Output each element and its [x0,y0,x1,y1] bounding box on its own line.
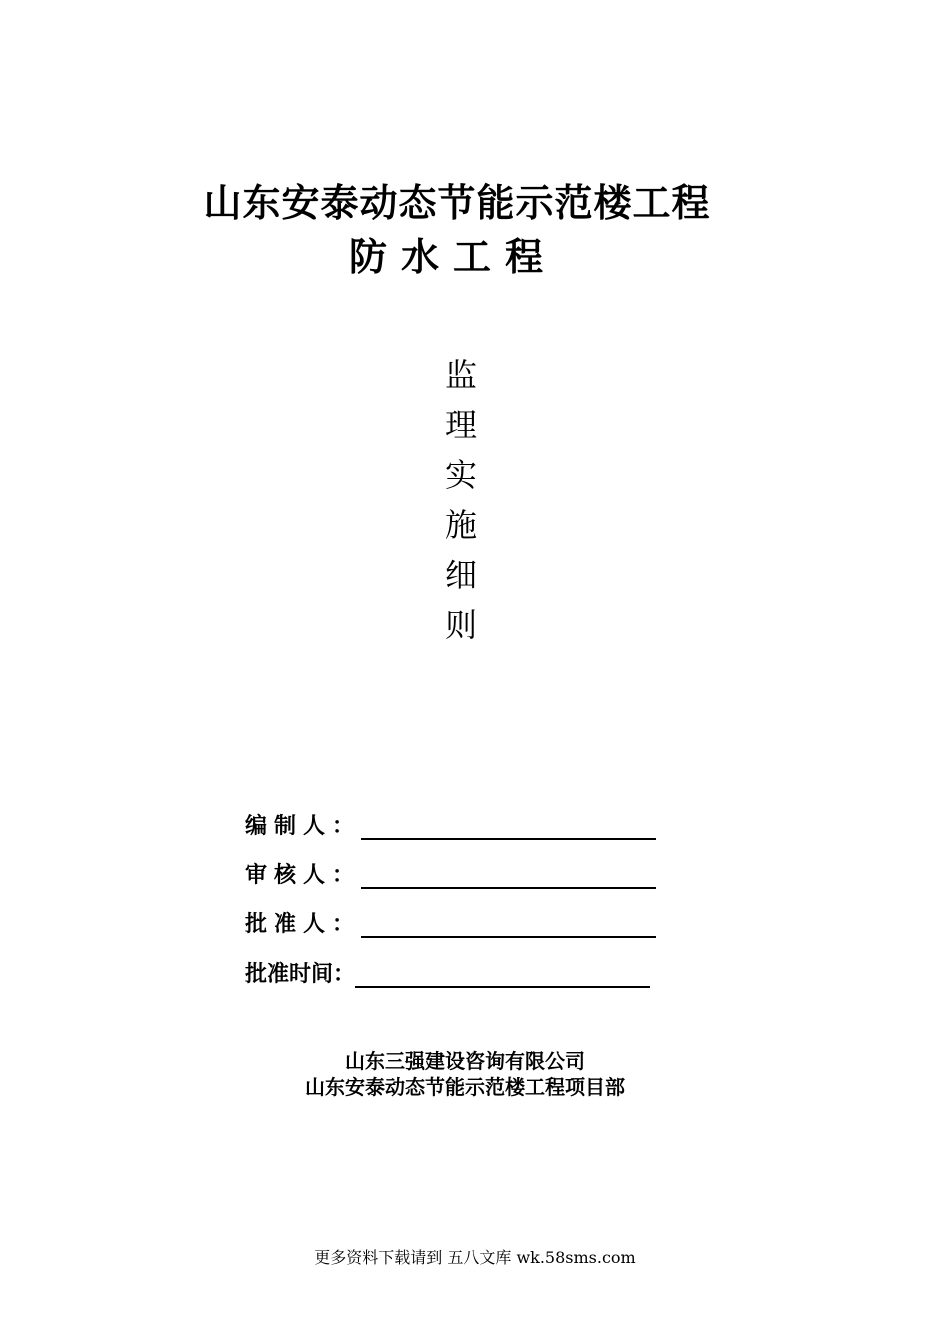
doc-type-char: 实 [444,456,477,494]
cover-title-main: 山东安泰动态节能示范楼工程 [203,181,711,225]
compiler-signature-line [361,812,656,840]
doc-type-char: 监 [444,356,477,394]
cover-title-sub: 防水工程 [348,235,557,279]
approval-time-label: 批准时间： [245,962,356,987]
project-department: 山东安泰动态节能示范楼工程项目部 [305,1075,625,1099]
doc-type-char: 施 [444,506,477,544]
approval-time-row [245,952,650,988]
compiler-label: 编制人： [245,814,362,839]
approval-time-line [355,960,650,988]
document-type-vertical [441,350,481,650]
approver-row [245,902,656,938]
approver-signature-line [361,910,656,938]
reviewer-signature-line [361,861,656,889]
approver-label: 批准人： [245,912,362,937]
doc-type-char: 则 [444,606,477,644]
reviewer-label: 审核人： [245,863,362,888]
doc-type-char: 细 [444,556,477,594]
company-name: 山东三强建设咨询有限公司 [345,1049,585,1073]
footer-download-note: 更多资料下载请到 五八文库 wk.58sms.com [314,1248,636,1267]
reviewer-row [245,853,656,889]
compiler-row [245,804,656,840]
doc-type-char: 理 [444,406,477,444]
